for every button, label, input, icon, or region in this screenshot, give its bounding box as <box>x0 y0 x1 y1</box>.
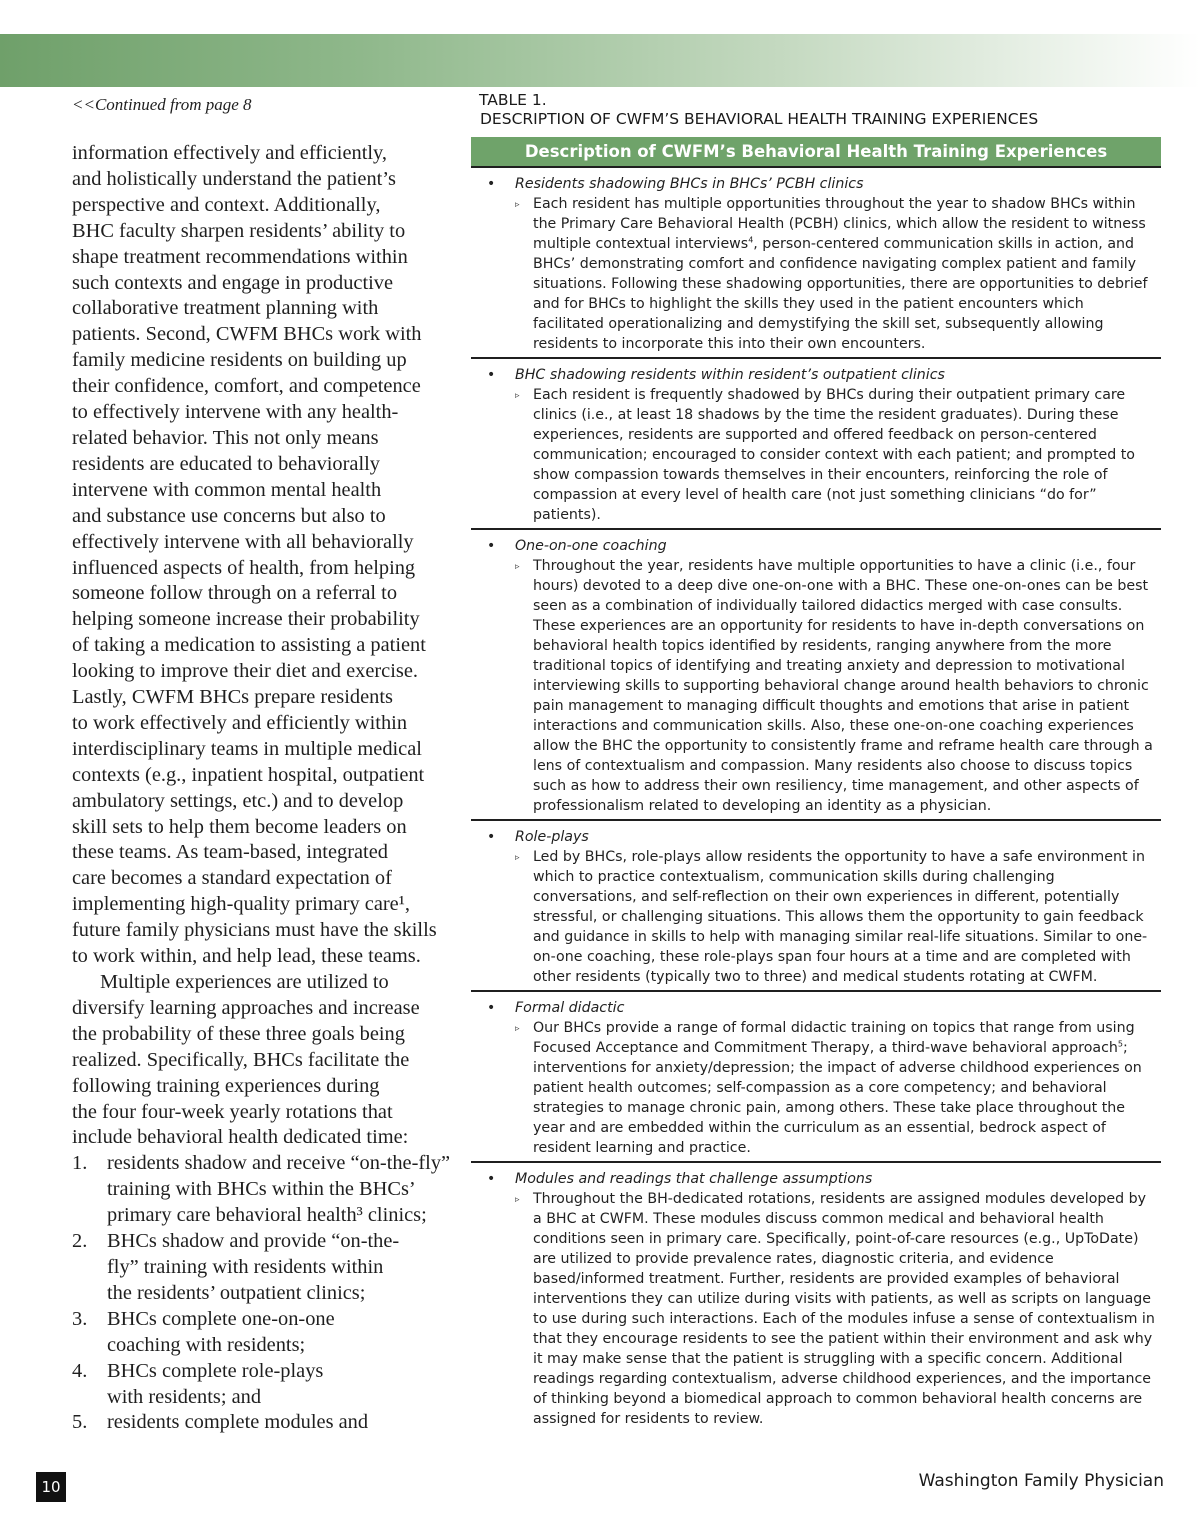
bullet-icon: • <box>487 538 496 554</box>
left-column <box>72 93 457 1436</box>
table-row <box>471 992 1161 1163</box>
citation-superscript: 5 <box>1117 1039 1123 1049</box>
text-line: interdisciplinary teams in multiple medical <box>72 737 422 760</box>
list-item <box>72 1229 457 1307</box>
list-number: 2. <box>72 1230 88 1253</box>
row-title-text: BHC shadowing residents within resident’s outpatient clinics <box>515 367 945 383</box>
text-line: collaborative treatment planning with <box>72 297 379 320</box>
row-title <box>471 827 1161 847</box>
text-line: the residents’ outpatient clinics; <box>107 1281 366 1304</box>
text-line: ambulatory settings, etc.) and to develop <box>72 789 404 812</box>
paragraph-2 <box>72 970 457 1151</box>
text-line: looking to improve their diet and exercise. <box>72 660 418 683</box>
row-desc-text-cont: , person-centered communication skills in action, and BHCs’ demonstrating comfort and confidence navigating complex patient and family situations. Following these shadowing opportunities, there are opportunities to debrief and for BHCs to highlight the skills they used in the patient encounters which facilitated operationalizing and demystifying the skill set, subsequently allowing residents to incorporate this into their own encounters. <box>533 236 1148 352</box>
text-line: someone follow through on a referral to <box>72 582 398 605</box>
text-line: their confidence, comfort, and competence <box>72 375 421 398</box>
text-line: future family physicians must have the skills <box>72 919 437 942</box>
triangle-bullet-icon: ▹ <box>515 1024 520 1034</box>
top-decorative-band <box>0 34 1200 87</box>
row-title-text: Residents shadowing BHCs in BHCs’ PCBH clinics <box>515 176 864 192</box>
table-1 <box>471 91 1161 1432</box>
text-line: primary care behavioral health³ clinics; <box>107 1204 427 1227</box>
text-line: related behavior. This not only means <box>72 426 379 449</box>
triangle-bullet-icon: ▹ <box>515 853 520 863</box>
bullet-icon: • <box>487 829 496 845</box>
text-line: and substance use concerns but also to <box>72 504 386 527</box>
row-title <box>471 174 1161 194</box>
text-line: family medicine residents on building up <box>72 349 407 372</box>
text-line: intervene with common mental health <box>72 478 382 501</box>
row-title-text: One-on-one coaching <box>515 538 667 554</box>
text-line: patients. Second, CWFM BHCs work with <box>72 323 422 346</box>
text-line: these teams. As team-based, integrated <box>72 841 388 864</box>
row-desc-text: Our BHCs provide a range of formal didactic training on topics that range from using Focused Acceptance and Commitment Therapy, a third-wave behavioral approach <box>533 1020 1135 1056</box>
text-line: effectively intervene with all behaviorally <box>72 530 414 553</box>
row-desc-text-cont: ; interventions for anxiety/depression; the impact of adverse childhood experiences on patient health outcomes; self-compassion as a core competency; and behavioral strategies to manage chronic pain, among others. These take place throughout the year and are embedded within the curriculum as an essential, bedrock aspect of resident learning and practice. <box>533 1040 1142 1156</box>
row-description <box>471 556 1161 816</box>
text-line: implementing high-quality primary care¹, <box>72 893 410 916</box>
row-description <box>471 847 1161 987</box>
table-row <box>471 821 1161 992</box>
row-description <box>471 1189 1161 1429</box>
text-line: with residents; and <box>107 1385 262 1408</box>
continued-note: <<Continued from page 8 <box>72 95 252 114</box>
bullet-icon: • <box>487 1171 496 1187</box>
text-line: residents shadow and receive “on-the-fly” <box>107 1152 451 1175</box>
text-line: helping someone increase their probability <box>72 608 420 631</box>
table-number: TABLE 1. <box>479 91 547 109</box>
text-line: influenced aspects of health, from helping <box>72 556 416 579</box>
text-line: shape treatment recommendations within <box>72 245 408 268</box>
row-title-text: Modules and readings that challenge assumptions <box>515 1171 873 1187</box>
row-title <box>471 998 1161 1018</box>
row-desc-text: Each resident has multiple opportunities throughout the year to shadow BHCs within the Primary Care Behavioral Health (PCBH) clinics, which allow the resident to witness multiple contextual interviews <box>533 196 1146 252</box>
text-line: and holistically understand the patient’s <box>72 167 396 190</box>
list-item <box>72 1359 457 1411</box>
triangle-bullet-icon: ▹ <box>515 391 520 401</box>
list-number: 5. <box>72 1411 88 1434</box>
row-title <box>471 1169 1161 1189</box>
table-row <box>471 359 1161 530</box>
list-number: 3. <box>72 1307 88 1330</box>
text-line: BHCs shadow and provide “on-the- <box>107 1230 400 1253</box>
text-line: such contexts and engage in productive <box>72 271 394 294</box>
list-number: 4. <box>72 1359 88 1382</box>
text-line: diversify learning approaches and increase <box>72 996 420 1019</box>
text-line: following training experiences during <box>72 1074 380 1097</box>
text-line: the probability of these three goals being <box>72 1022 405 1045</box>
text-line: to work within, and help lead, these teams. <box>72 945 421 968</box>
text-line: to effectively intervene with any health- <box>72 401 399 424</box>
text-line: BHCs complete role-plays <box>107 1359 324 1382</box>
row-desc-text: Each resident is frequently shadowed by BHCs during their outpatient primary care clinics (i.e., at least 18 shadows by the time the resident graduates). During these experiences, residents are supported and offered feedback on person-centered communication; encouraged to consider context with each patient; and prompted to show compassion towards themselves in their encounters, reinforcing the role of compassion at every level of health care (not just something clinicians “do for” patients). <box>533 387 1135 523</box>
triangle-bullet-icon: ▹ <box>515 1195 520 1205</box>
text-line: residents are educated to behaviorally <box>72 452 380 475</box>
article-body <box>72 141 457 1436</box>
row-desc-text: Throughout the year, residents have multiple opportunities to have a clinic (i.e., four hours) devoted to a deep dive one-on-one with a BHC. These one-on-ones can be best seen as a combination of individually tailored didactics merged with case consults. These experiences are an opportunity for residents to have in-depth conversations on behavioral health topics identified by residents, ranging anywhere from the more traditional topics of identifying and treating anxiety and depression to motivational interviewing skills to supporting behavioral change around health behaviors to chronic pain management to managing difficult thoughts and emotions that arise in patient interactions and communication skills. Also, these one-on-one coaching experiences allow the BHC the opportunity to consistently frame and reframe health care through a lens of contextualism and compassion. Many residents also choose to discuss topics such as how to address their own resiliency, time management, and other aspects of professionalism related to developing an identity as a physician. <box>533 558 1153 814</box>
text-line: include behavioral health dedicated time: <box>72 1126 409 1149</box>
text-line: information effectively and efficiently, <box>72 142 387 164</box>
table-row <box>471 530 1161 821</box>
row-title <box>471 365 1161 385</box>
row-description <box>471 194 1161 354</box>
text-line: training with BHCs within the BHCs’ <box>107 1178 416 1201</box>
table-label-block <box>479 91 1161 129</box>
text-line: contexts (e.g., inpatient hospital, outpatient <box>72 763 425 786</box>
table-caption: DESCRIPTION OF CWFM’S BEHAVIORAL HEALTH TRAINING EXPERIENCES <box>480 110 1039 128</box>
text-line: Multiple experiences are utilized to <box>100 971 389 993</box>
text-line: fly” training with residents within <box>107 1255 384 1278</box>
table-body <box>471 168 1161 1432</box>
triangle-bullet-icon: ▹ <box>515 200 520 210</box>
bullet-icon: • <box>487 1000 496 1016</box>
publication-title: Washington Family Physician <box>918 1471 1164 1491</box>
list-item <box>72 1307 457 1359</box>
row-desc-text: Throughout the BH-dedicated rotations, residents are assigned modules developed by a BHC at CWFM. These modules discuss common medical and behavioral health conditions seen in primary care. Specifically, point-of-care resources (e.g., UpToDate) are utilized to provide prevalence rates, diagnostic criteria, and evidence based/informed treatment. Further, residents are provided examples of behavioral interventions they can utilize during visits with patients, as well as scripts on language to use during such interactions. Each of the modules infuse a sense of contextualism in that they encourage residents to see the patient within their environment and ask why it may make sense that the patient is struggling with a specific concern. Additional readings regarding contextualism, adverse childhood experiences, and the importance of thinking beyond a biomedical approach to common behavioral health concerns are assigned for residents to review. <box>533 1191 1155 1427</box>
row-title-text: Formal didactic <box>515 1000 625 1016</box>
row-title-text: Role-plays <box>515 829 589 845</box>
triangle-bullet-icon: ▹ <box>515 562 520 572</box>
text-line: realized. Specifically, BHCs facilitate the <box>72 1048 410 1071</box>
paragraph-1 <box>72 141 457 970</box>
list-item <box>72 1410 457 1436</box>
text-line: to work effectively and efficiently within <box>72 711 408 734</box>
text-line: skill sets to help them become leaders on <box>72 815 407 838</box>
text-line: residents complete modules and <box>107 1411 369 1434</box>
experience-list <box>72 1151 457 1436</box>
page-number: 10 <box>36 1472 66 1502</box>
text-line: BHCs complete one-on-one <box>107 1307 335 1330</box>
row-description <box>471 1018 1161 1158</box>
row-title <box>471 536 1161 556</box>
list-number: 1. <box>72 1152 88 1175</box>
text-line: care becomes a standard expectation of <box>72 867 392 890</box>
text-line: of taking a medication to assisting a patient <box>72 634 426 657</box>
table-row <box>471 168 1161 359</box>
text-line: BHC faculty sharpen residents’ ability to <box>72 219 406 242</box>
text-line: the four four-week yearly rotations that <box>72 1100 393 1123</box>
table-header: Description of CWFM’s Behavioral Health Training Experiences <box>471 137 1161 168</box>
text-line: Lastly, CWFM BHCs prepare residents <box>72 686 393 709</box>
citation-superscript: 4 <box>748 235 754 245</box>
row-description <box>471 385 1161 525</box>
list-item <box>72 1151 457 1229</box>
text-line: coaching with residents; <box>107 1333 306 1356</box>
bullet-icon: • <box>487 367 496 383</box>
table-row <box>471 1163 1161 1432</box>
row-desc-text: Led by BHCs, role-plays allow residents the opportunity to have a safe environment in which to practice contextualism, communication skills during challenging conversations, and self-reflection on their own experiences in different, potentially stressful, or challenging situations. This allows them the opportunity to gain feedback and guidance in skills to help with managing similar real-life situations. Similar to one-on-one coaching, these role-plays span four hours at a time and are completed with other residents (typically two to three) and medical students rotating at CWFM. <box>533 849 1148 985</box>
text-line: perspective and context. Additionally, <box>72 193 381 216</box>
bullet-icon: • <box>487 176 496 192</box>
